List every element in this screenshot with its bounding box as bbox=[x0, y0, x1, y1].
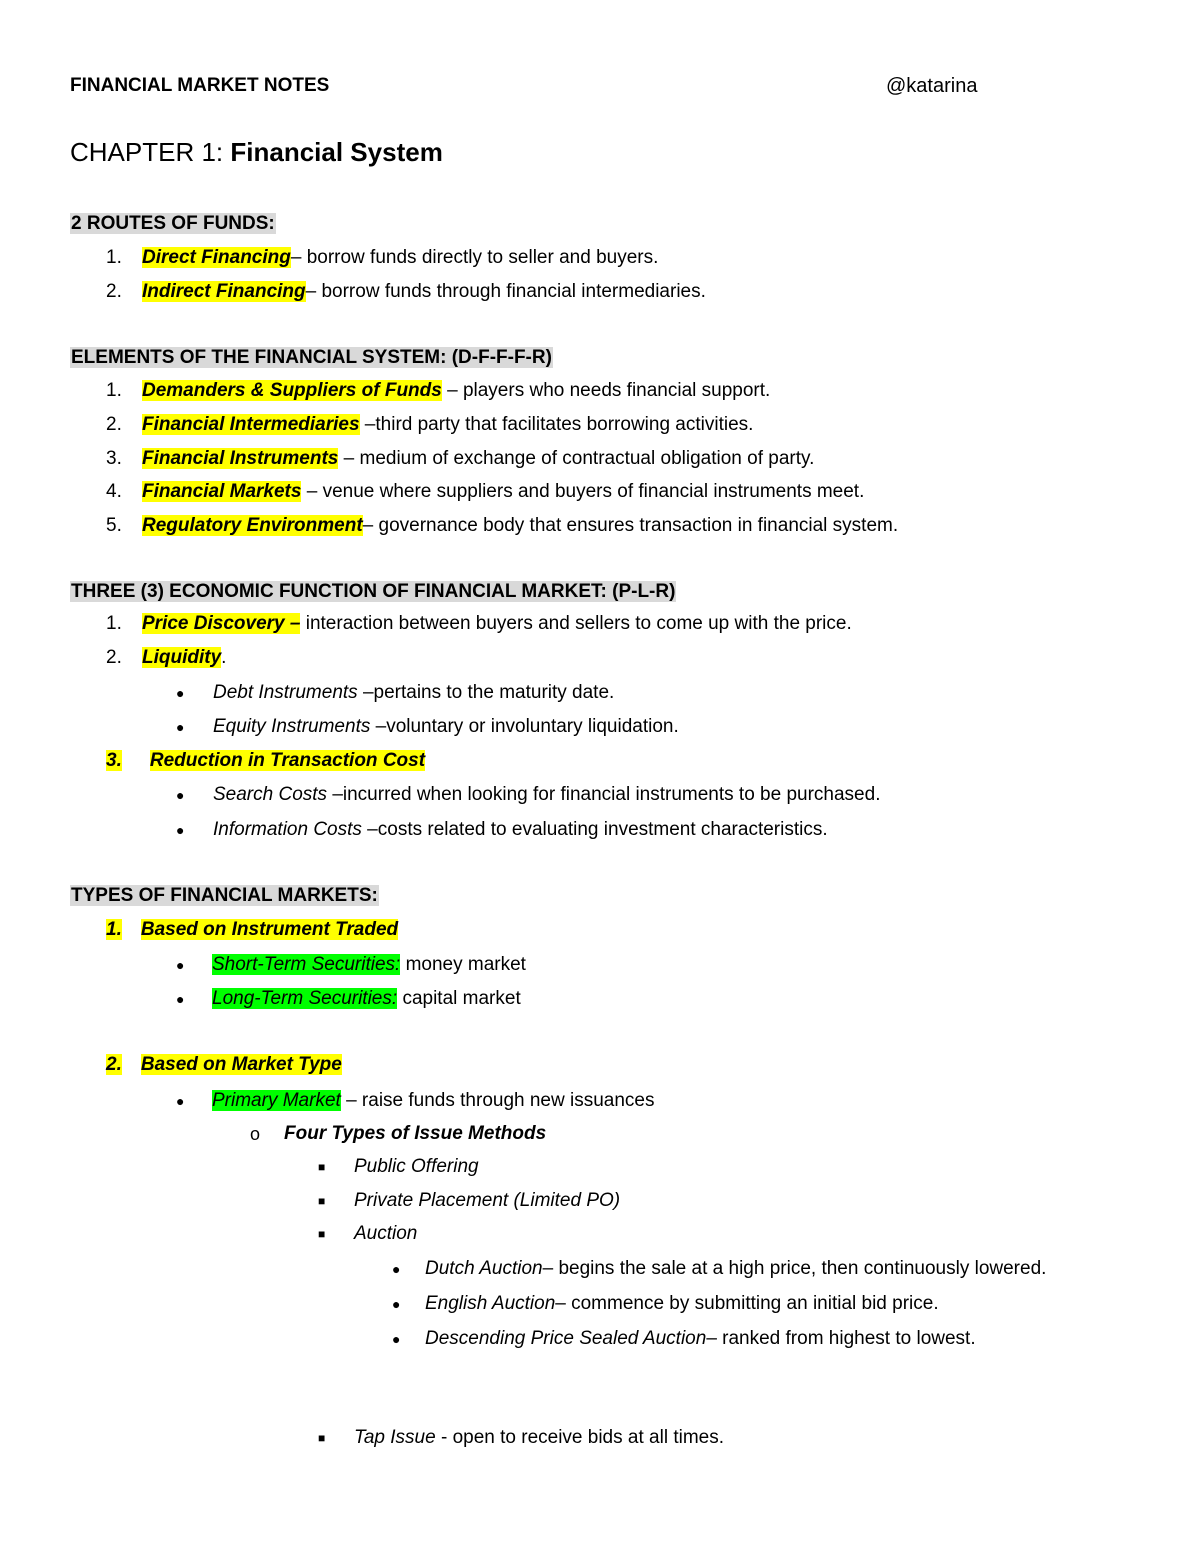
list-item: 5. Regulatory Environment– governance body that ensures transaction in financial system. bbox=[106, 515, 899, 536]
square-icon: ■ bbox=[318, 1194, 326, 1208]
functions-heading: THREE (3) ECONOMIC FUNCTION OF FINANCIAL MARKET: (P-L-R) bbox=[71, 581, 676, 602]
chapter-title bbox=[70, 136, 443, 168]
square-icon: ■ bbox=[318, 1160, 326, 1174]
square-icon: ■ bbox=[318, 1431, 326, 1445]
list-item: 1. Price Discovery – interaction between buyers and sellers to come up with the price. bbox=[106, 613, 852, 634]
list-item: 2. Based on Market Type bbox=[106, 1054, 342, 1075]
doc-author: @katarina bbox=[886, 75, 978, 97]
bullet-icon: ● bbox=[176, 719, 185, 735]
bullet-icon: ● bbox=[176, 991, 185, 1007]
list-item: 1. Demanders & Suppliers of Funds – players who needs financial support. bbox=[106, 380, 771, 401]
bullet-icon: ● bbox=[176, 685, 185, 701]
bullet-icon: ● bbox=[392, 1296, 401, 1312]
bullet-icon: ● bbox=[176, 957, 185, 973]
list-item: 1. Direct Financing– borrow funds directly to seller and buyers. bbox=[106, 247, 659, 268]
chapter-name: Financial System bbox=[230, 137, 443, 167]
bullet-icon: ● bbox=[392, 1261, 401, 1277]
bullet-icon: ● bbox=[392, 1331, 401, 1347]
bullet-icon: ● bbox=[176, 787, 185, 803]
routes-heading: 2 ROUTES OF FUNDS: bbox=[71, 213, 275, 234]
list-item: 4. Financial Markets – venue where suppliers and buyers of financial instruments meet. bbox=[106, 481, 865, 502]
elements-heading: ELEMENTS OF THE FINANCIAL SYSTEM: (D-F-F-F-R) bbox=[71, 347, 552, 368]
list-item: 2. Financial Intermediaries –third party that facilitates borrowing activities. bbox=[106, 414, 754, 435]
list-item: 3. Reduction in Transaction Cost bbox=[106, 750, 426, 771]
doc-title: FINANCIAL MARKET NOTES bbox=[70, 75, 330, 96]
types-heading: TYPES OF FINANCIAL MARKETS: bbox=[71, 885, 378, 906]
list-item: 1. Based on Instrument Traded bbox=[106, 919, 399, 940]
chapter-prefix: CHAPTER 1: bbox=[70, 137, 224, 167]
list-item: 2. Indirect Financing– borrow funds through financial intermediaries. bbox=[106, 281, 706, 302]
list-item: 3. Financial Instruments – medium of exchange of contractual obligation of party. bbox=[106, 448, 815, 469]
list-item: 2. Liquidity. bbox=[106, 647, 227, 668]
square-icon: ■ bbox=[318, 1227, 326, 1241]
bullet-icon: ● bbox=[176, 1093, 185, 1109]
circle-icon: o bbox=[250, 1124, 261, 1144]
bullet-icon: ● bbox=[176, 822, 185, 838]
